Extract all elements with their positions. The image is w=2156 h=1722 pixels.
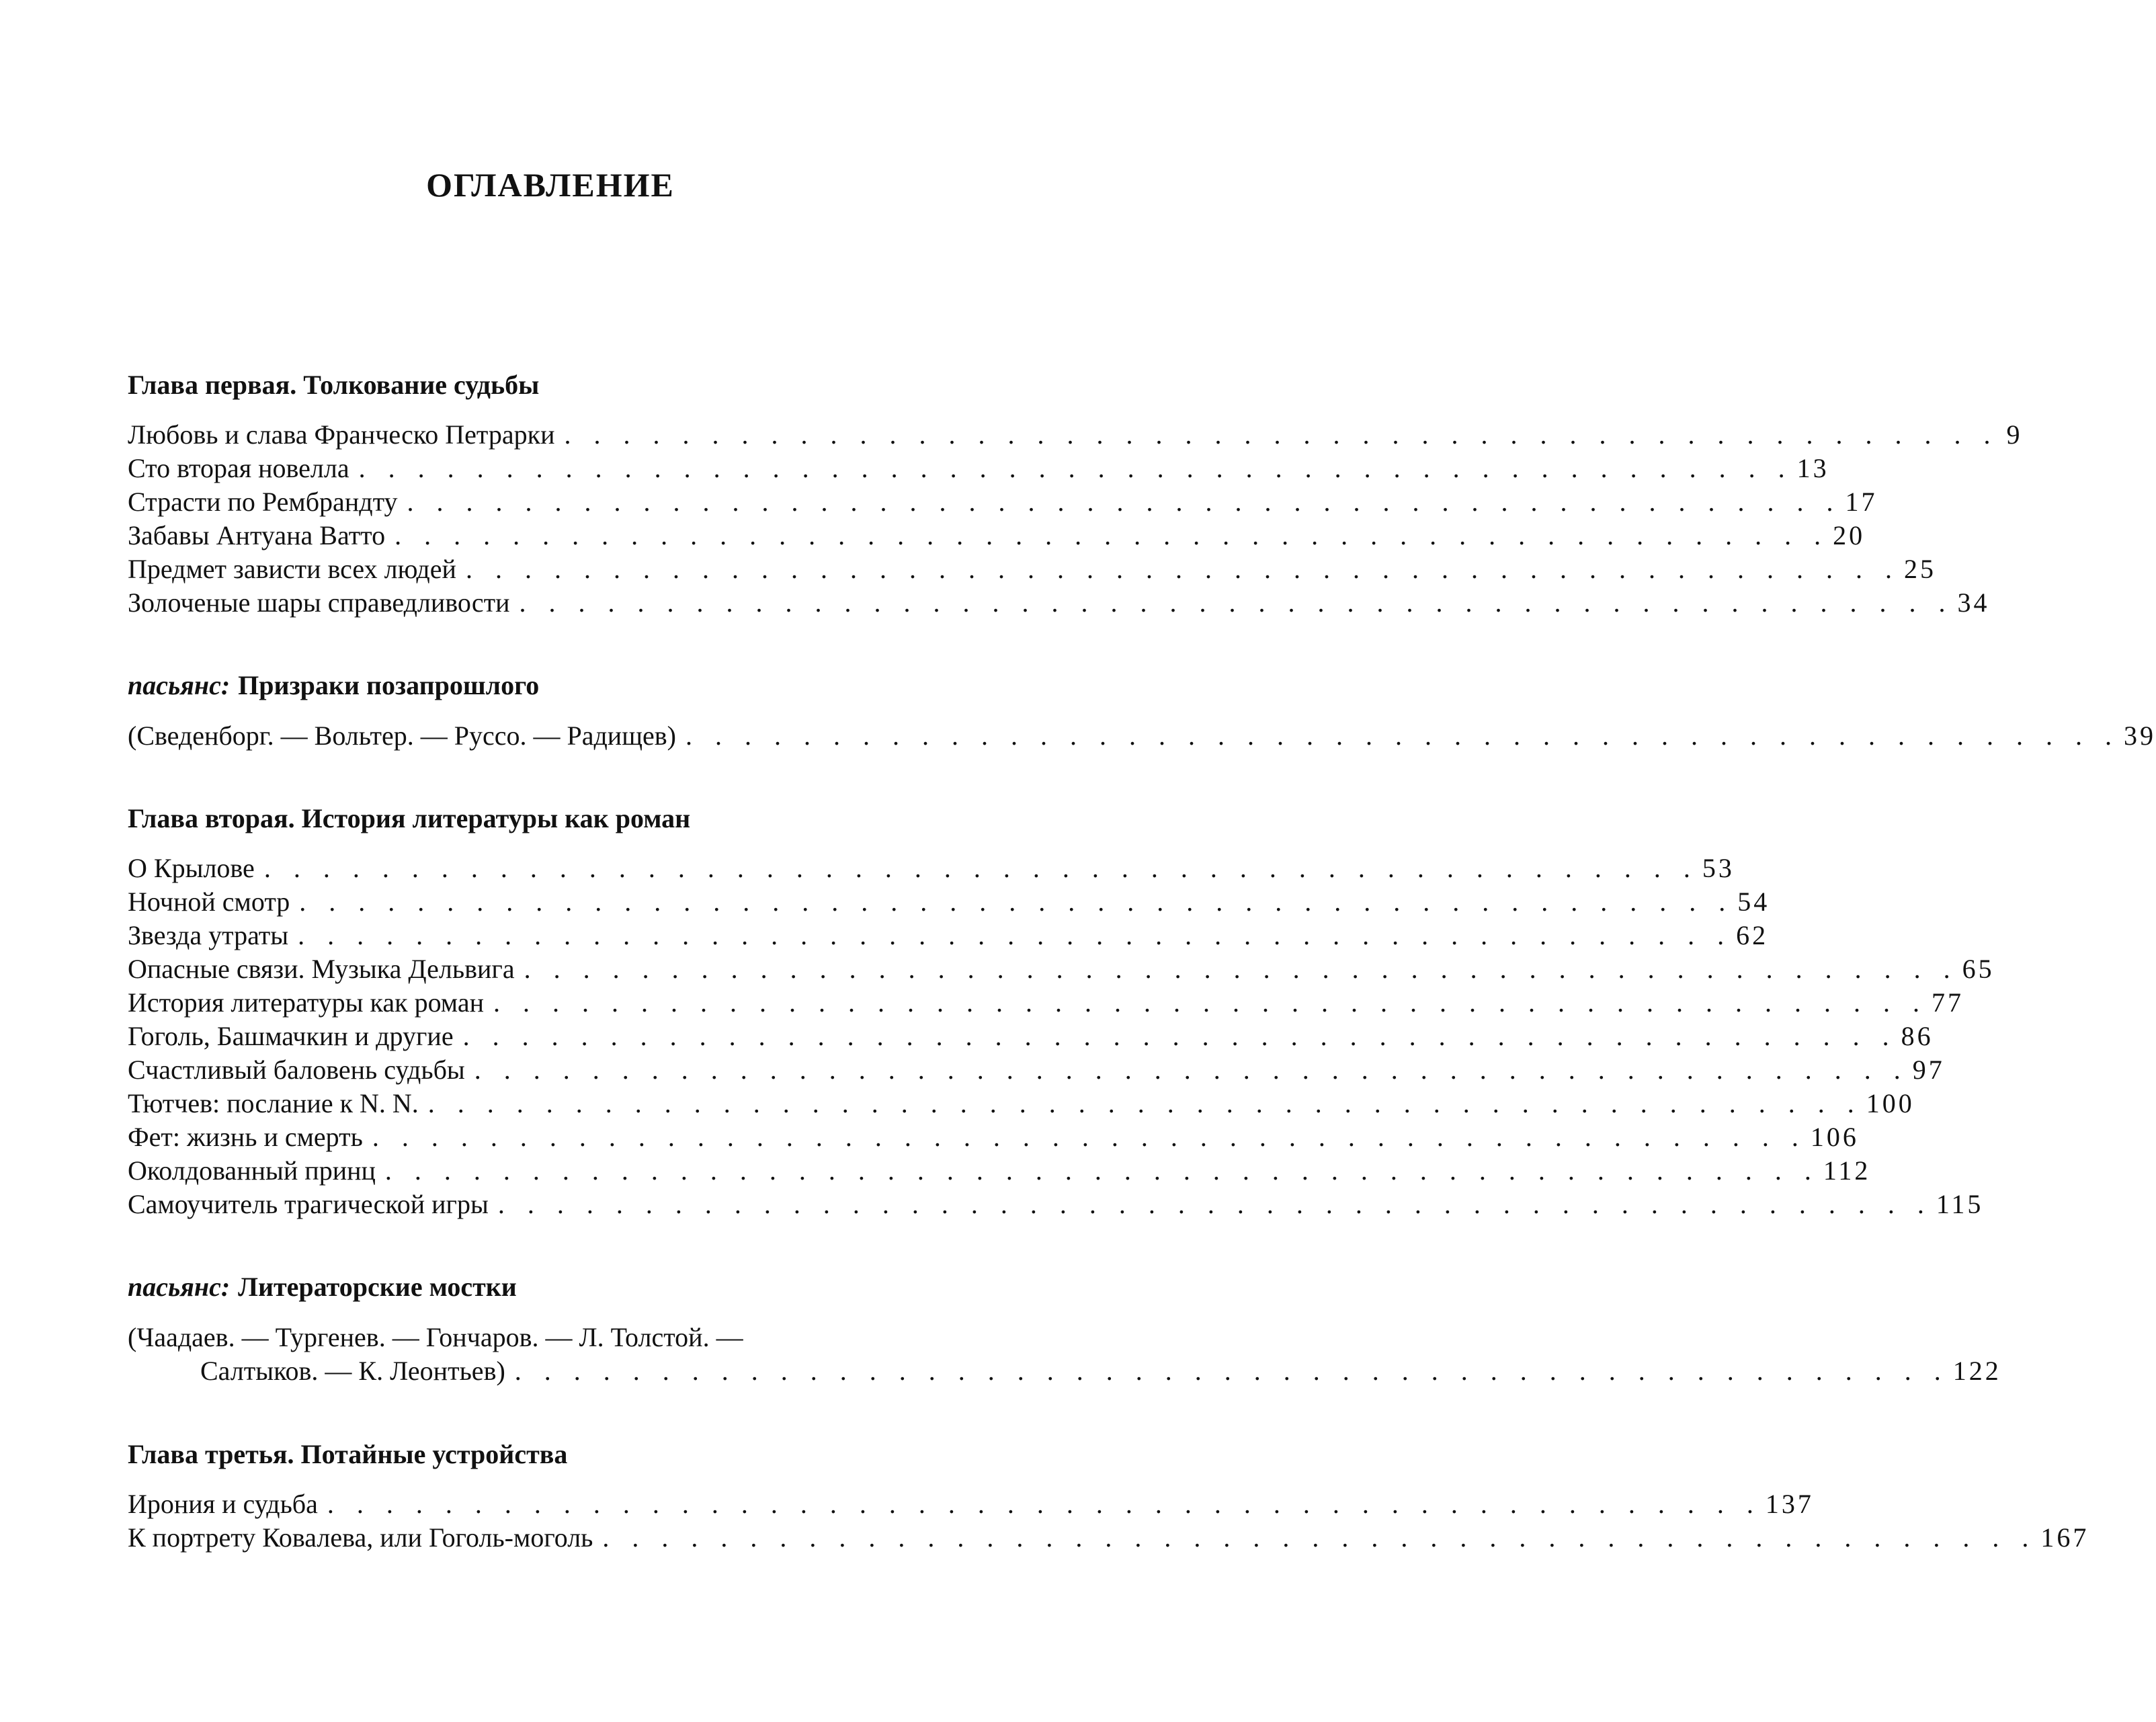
- section-heading: [128, 368, 979, 402]
- toc-entry-title: Сто вторая новелла: [128, 453, 349, 483]
- toc-entry-title: Предмет зависти всех людей: [128, 554, 456, 584]
- dot-leader: . . . . . . . . . . . . . . . . . . . . . . . . . . . . . . . . . . . . . . . . . . . . . . . . .: [493, 987, 1927, 1018]
- toc-entry-title: Счастливый баловень судьбы: [128, 1055, 465, 1085]
- toc-entry-title: (Сведенборг. — Вольтер. — Руссо. — Радищев): [128, 721, 676, 751]
- page-title: ОГЛАВЛЕНИЕ: [426, 166, 675, 204]
- toc-entry-title: Ирония и судьба: [128, 1489, 318, 1519]
- toc-entry-title: О Крылове: [128, 853, 255, 883]
- dot-leader: . . . . . . . . . . . . . . . . . . . . . . . . . . . . . . . . . . . . . . . . . . . . . . . . .: [462, 1021, 1897, 1051]
- section-heading: [128, 669, 979, 702]
- dot-leader: . . . . . . . . . . . . . . . . . . . . . . . . . . . . . . . . . . . . . . . . . . . . . . . . .: [474, 1055, 1909, 1085]
- toc-entry-page: 106: [1810, 1122, 1859, 1152]
- toc-entry: [128, 1188, 1984, 1221]
- toc-entry-page: 34: [1957, 587, 1990, 618]
- dot-leader: . . . . . . . . . . . . . . . . . . . . . . . . . . . . . . . . . . . . . . . . . . . . . . . . .: [299, 887, 1734, 917]
- dot-leader: . . . . . . . . . . . . . . . . . . . . . . . . . . . . . . . . . . . . . . . . . . . . . . . . .: [427, 1088, 1862, 1118]
- section-heading: [128, 1270, 979, 1304]
- toc-entry-page: 77: [1932, 987, 1964, 1018]
- dot-leader: . . . . . . . . . . . . . . . . . . . . . . . . . . . . . . . . . . . . . . . . . . . . . . . . .: [298, 920, 1733, 950]
- toc-entry-title: Салтыков. — К. Леонтьев): [200, 1356, 505, 1386]
- toc-entry-page: 53: [1702, 853, 1735, 883]
- toc-entry: [128, 452, 1829, 485]
- toc-entry: [128, 1487, 1814, 1521]
- toc-entry-page: 122: [1952, 1356, 2001, 1386]
- toc-entry: [128, 1053, 1945, 1087]
- dot-leader: . . . . . . . . . . . . . . . . . . . . . . . . . . . . . . . . . . . . . . . . . . . . . . . . .: [372, 1122, 1807, 1152]
- toc-entry: [128, 1354, 2001, 1388]
- toc-entry-page: 17: [1845, 487, 1878, 517]
- section-heading-text: Литераторские мостки: [238, 1272, 517, 1302]
- toc-entry-title: Самоучитель трагической игры: [128, 1189, 489, 1219]
- toc-entry-page: 62: [1736, 920, 1769, 950]
- toc-entry: [128, 852, 1735, 885]
- dot-leader: . . . . . . . . . . . . . . . . . . . . . . . . . . . . . . . . . . . . . . . . . . . . . . . . .: [519, 587, 1954, 618]
- dot-leader: . . . . . . . . . . . . . . . . . . . . . . . . . . . . . . . . . . . . . . . . . . . . . . . . .: [407, 487, 1841, 517]
- toc-entry-title: История литературы как роман: [128, 987, 484, 1018]
- section-heading-text: Глава третья. Потайные устройства: [128, 1439, 568, 1469]
- dot-leader: . . . . . . . . . . . . . . . . . . . . . . . . . . . . . . . . . . . . . . . . . . . . . . . . .: [602, 1522, 2037, 1553]
- toc-entry-page: 115: [1936, 1189, 1984, 1219]
- toc-entry: [128, 1154, 1871, 1188]
- toc-entry-title: Опасные связи. Музыка Дельвига: [128, 954, 515, 984]
- section-heading: [128, 802, 979, 835]
- toc-entry-title: Тютчев: послание к N. N.: [128, 1088, 419, 1118]
- dot-leader: . . . . . . . . . . . . . . . . . . . . . . . . . . . . . . . . . . . . . . . . . . . . . . . . .: [465, 554, 1900, 584]
- toc-entry-page: 13: [1796, 453, 1829, 483]
- toc-entry: [128, 885, 1770, 919]
- toc-entry-page: 97: [1912, 1055, 1945, 1085]
- toc-entry-title: Забавы Антуана Ватто: [128, 520, 386, 550]
- toc-entry: [128, 986, 1964, 1020]
- toc-entry-title: Околдованный принц: [128, 1155, 376, 1186]
- toc-entry-title: Звезда утраты: [128, 920, 289, 950]
- dot-leader: . . . . . . . . . . . . . . . . . . . . . . . . . . . . . . . . . . . . . . . . . . . . . . . . .: [514, 1356, 1949, 1386]
- toc-entry: [128, 1521, 2089, 1555]
- toc-entry-page: 112: [1823, 1155, 1871, 1186]
- toc-entry-page: 86: [1901, 1021, 1934, 1051]
- toc-entry: [128, 552, 1936, 586]
- dot-leader: . . . . . . . . . . . . . . . . . . . . . . . . . . . . . . . . . . . . . . . . . . . . . . . . .: [327, 1489, 1761, 1519]
- toc-entry: [128, 485, 1878, 519]
- toc-entry-title: К портрету Ковалева, или Гоголь-моголь: [128, 1522, 593, 1553]
- toc-entry: [128, 1020, 1934, 1053]
- dot-leader: . . . . . . . . . . . . . . . . . . . . . . . . . . . . . . . . . . . . . . . . . . . . . . . . .: [524, 954, 1958, 984]
- section-heading-text: Глава вторая. История литературы как роман: [128, 803, 691, 833]
- dot-leader: . . . . . . . . . . . . . . . . . . . . . . . . . . . . . . . . . . . . . . . . . . . . . . . . .: [497, 1189, 1932, 1219]
- section-heading: [128, 1438, 979, 1471]
- toc-entry-page: 65: [1962, 954, 1995, 984]
- toc-entry-page: 54: [1737, 887, 1770, 917]
- toc-entry-title: Любовь и слава Франческо Петрарки: [128, 419, 555, 450]
- dot-leader: . . . . . . . . . . . . . . . . . . . . . . . . . . . . . . . . . . . . . . . . . . . . . . . . .: [358, 453, 1793, 483]
- toc-entry: [128, 1087, 1915, 1120]
- dot-leader: . . . . . . . . . . . . . . . . . . . . . . . . . . . . . . . . . . . . . . . . . . . . . . . . .: [263, 853, 1698, 883]
- toc-entry-page: 39: [2123, 721, 2156, 751]
- toc-entry-page: 100: [1866, 1088, 1915, 1118]
- toc-entry: [128, 586, 1990, 620]
- dot-leader: . . . . . . . . . . . . . . . . . . . . . . . . . . . . . . . . . . . . . . . . . . . . . . . . .: [395, 520, 1829, 550]
- toc-entry-page: 137: [1765, 1489, 1814, 1519]
- toc-entry: [128, 952, 1995, 986]
- toc-entry: [128, 719, 2156, 753]
- toc-entry-title: Фет: жизнь и смерть: [128, 1122, 363, 1152]
- section-heading-text: Глава первая. Толкование судьбы: [128, 370, 540, 400]
- toc-entry-title: Золоченые шары справедливости: [128, 587, 510, 618]
- section-heading-prefix: пасьянс:: [128, 670, 231, 700]
- toc-entry-page: 167: [2040, 1522, 2089, 1553]
- toc-entry-title-line1: (Чаадаев. — Тургенев. — Гончаров. — Л. Толстой. —: [128, 1322, 743, 1352]
- toc-entry: [128, 919, 1769, 952]
- toc-entry: [128, 418, 2023, 452]
- toc-entry-title: Ночной смотр: [128, 887, 290, 917]
- dot-leader: . . . . . . . . . . . . . . . . . . . . . . . . . . . . . . . . . . . . . . . . . . . . . . . . .: [564, 419, 1999, 450]
- toc-entry-title: Гоголь, Башмачкин и другие: [128, 1021, 454, 1051]
- toc-entry: [128, 1120, 1859, 1154]
- toc-entry-page: 9: [2006, 419, 2023, 450]
- toc-entry-page: 25: [1903, 554, 1936, 584]
- toc-entry-page: 20: [1833, 520, 1866, 550]
- dot-leader: . . . . . . . . . . . . . . . . . . . . . . . . . . . . . . . . . . . . . . . . . . . . . . . . .: [384, 1155, 1819, 1186]
- toc-entry: [128, 519, 1866, 552]
- section-heading-text: Призраки позапрошлого: [238, 670, 540, 700]
- dot-leader: . . . . . . . . . . . . . . . . . . . . . . . . . . . . . . . . . . . . . . . . . . . . . . . . .: [685, 721, 2120, 751]
- toc-entry-title: Страсти по Рембрандту: [128, 487, 398, 517]
- section-heading-prefix: пасьянс:: [128, 1272, 231, 1302]
